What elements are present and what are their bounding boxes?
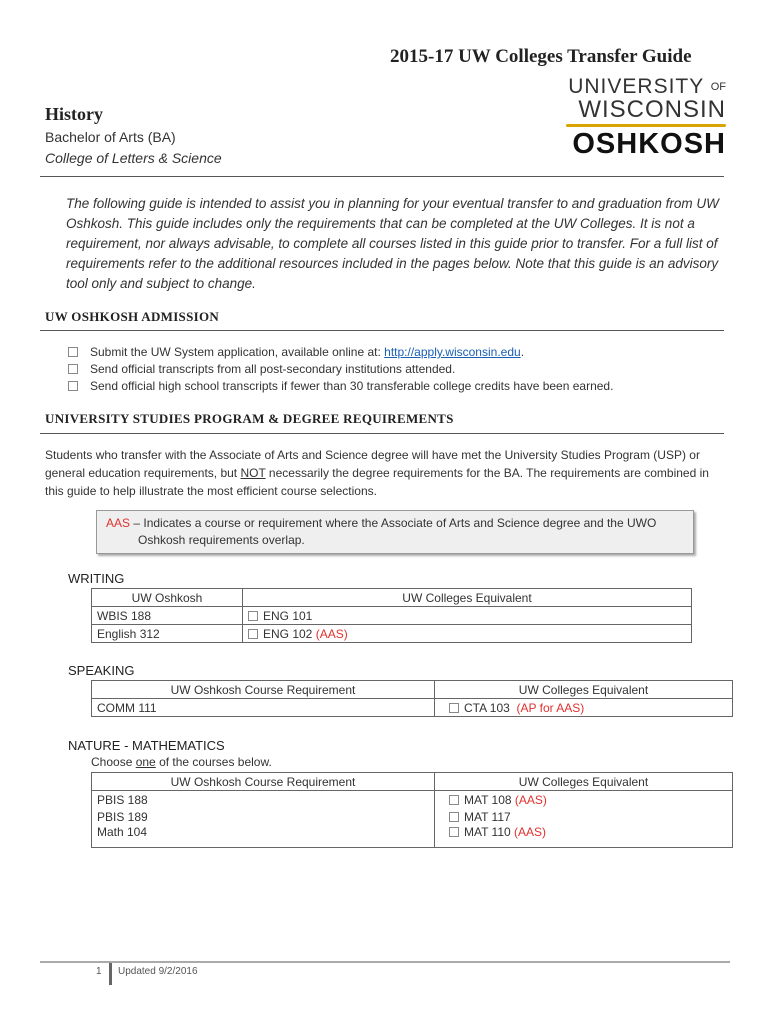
uwc-course: MAT 108	[464, 792, 512, 807]
checkbox-icon[interactable]	[68, 381, 78, 391]
checkbox-icon[interactable]	[449, 795, 459, 805]
logo-line-wisconsin: WISCONSIN	[578, 96, 726, 123]
footer-bar	[109, 963, 112, 985]
speaking-label: SPEAKING	[68, 663, 135, 678]
usp-heading: UNIVERSITY STUDIES PROGRAM & DEGREE REQUIREMENTS	[45, 411, 454, 426]
col-header-uwo: UW Oshkosh	[92, 589, 243, 607]
col-header-uwc: UW Colleges Equivalent	[435, 773, 733, 791]
aas-tag: (AP for AAS)	[516, 700, 585, 715]
checkbox-icon[interactable]	[68, 347, 78, 357]
callout-line1: – Indicates a course or requirement where the Associate of Arts and Science degree and the UWO	[130, 516, 657, 530]
intro-paragraph: The following guide is intended to assist you in planning for your eventual transfer to and graduation from UW Oshkosh. This guide includes only the requirements that can be completed at the UW Colleges. It is not a requirement, nor always advisable, to complete all courses listed in this guide prior to transfer. For a full list of requirements refer to the additional resources included in the pages below. Note that this guide is an advisory tool only and subject to change.	[66, 196, 719, 291]
choose-instruction	[91, 755, 272, 769]
uwo-course: English 312	[92, 625, 243, 643]
uwo-course: COMM 111	[92, 699, 435, 717]
header-divider	[40, 176, 724, 177]
callout-line2: Oshkosh requirements overlap.	[138, 533, 305, 547]
col-header-uwo: UW Oshkosh Course Requirement	[92, 681, 435, 699]
uwo-course: PBIS 188	[92, 791, 435, 809]
choose-one: one	[135, 755, 156, 769]
checkbox-icon[interactable]	[449, 703, 459, 713]
col-header-uwc: UW Colleges Equivalent	[435, 681, 733, 699]
college-name: College of Letters & Science	[45, 150, 222, 166]
admission-item	[68, 345, 524, 359]
admission-item-text: Send official high school transcripts if fewer than 30 transferable college credits have been earned.	[90, 379, 614, 393]
uwo-course: WBIS 188	[92, 607, 243, 625]
aas-tag: (AAS)	[514, 825, 547, 839]
usp-para-not: NOT	[240, 466, 266, 480]
uw-oshkosh-logo	[566, 76, 726, 160]
nature-math-label: NATURE - MATHEMATICS	[68, 738, 225, 753]
aas-tag: (AAS)	[514, 792, 547, 807]
admission-item-after: .	[520, 345, 525, 359]
uwc-course: ENG 102	[263, 626, 313, 641]
usp-divider	[40, 433, 724, 434]
admission-divider	[40, 330, 724, 331]
logo-line-oshkosh: OSHKOSH	[572, 128, 726, 160]
speaking-table	[91, 680, 733, 717]
choose-text: Choose	[91, 755, 136, 769]
page-number: 1	[96, 966, 102, 977]
writing-table	[91, 588, 692, 643]
usp-para-part2: necessarily the degree requirements for the BA. The requirements are combined in this guide to help illustrate the most efficient course selections.	[45, 466, 709, 498]
uwc-course: ENG 101	[263, 608, 313, 623]
checkbox-icon[interactable]	[68, 364, 78, 374]
guide-title: 2015-17 UW Colleges Transfer Guide	[390, 46, 692, 67]
admission-heading: UW OSHKOSH ADMISSION	[45, 309, 220, 324]
apply-link[interactable]: http://apply.wisconsin.edu	[384, 345, 521, 359]
table-row	[92, 825, 733, 848]
aas-tag: AAS	[106, 516, 131, 530]
nature-math-table	[91, 772, 733, 848]
col-header-uwo: UW Oshkosh Course Requirement	[92, 773, 435, 791]
checkbox-icon[interactable]	[248, 611, 258, 621]
uwc-course: MAT 110	[464, 825, 511, 839]
table-row	[92, 791, 733, 809]
logo-of: OF	[710, 81, 726, 93]
choose-text-end: of the courses below.	[155, 755, 272, 769]
table-row	[92, 699, 733, 717]
uwo-course: PBIS 189	[92, 808, 435, 825]
uwc-course: MAT 117	[464, 809, 511, 824]
aas-callout	[96, 510, 694, 554]
logo-line-university: UNIVERSITY	[568, 75, 704, 98]
aas-tag: (AAS)	[315, 626, 348, 641]
checkbox-icon[interactable]	[449, 827, 459, 837]
footer-divider	[40, 961, 730, 963]
degree-name: Bachelor of Arts (BA)	[45, 129, 176, 145]
admission-item-text: Submit the UW System application, available online at:	[90, 345, 385, 359]
col-header-uwc: UW Colleges Equivalent	[243, 589, 692, 607]
usp-para-part1: Students who transfer with the Associate of Arts and Science degree will have met the University Studies Program (USP) or general education requirements, but	[45, 448, 700, 480]
checkbox-icon[interactable]	[248, 629, 258, 639]
table-row	[92, 607, 692, 625]
logo-swoosh	[566, 124, 726, 127]
writing-label: WRITING	[68, 571, 125, 586]
checkbox-icon[interactable]	[449, 812, 459, 822]
updated-date: Updated 9/2/2016	[118, 966, 198, 977]
uwc-course: CTA 103	[464, 700, 510, 715]
usp-paragraph	[45, 446, 725, 500]
admission-item	[68, 379, 613, 393]
uwo-course: Math 104	[92, 825, 435, 848]
admission-item-text: Send official transcripts from all post-secondary institutions attended.	[90, 362, 456, 376]
admission-item	[68, 362, 455, 376]
table-row	[92, 808, 733, 825]
major-title: History	[45, 104, 103, 124]
table-row	[92, 625, 692, 643]
